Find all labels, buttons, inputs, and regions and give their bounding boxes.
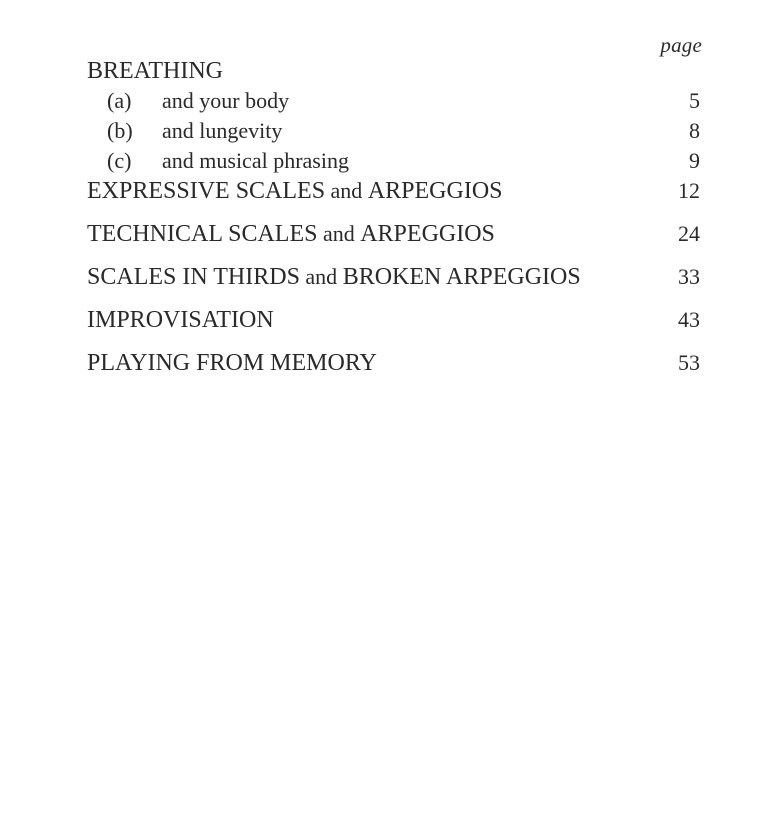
entry-page-number: 24: [678, 221, 700, 246]
entry-page-number: 53: [678, 350, 700, 375]
toc-subentry: [87, 86, 700, 116]
entry-page-number: 12: [678, 178, 700, 203]
entry-title-caps: PLAYING FROM MEMORY: [87, 350, 377, 376]
toc-entry-expressive-scales: [87, 176, 700, 219]
entry-page-number: 33: [678, 264, 700, 289]
subentry-page-number: 9: [689, 148, 700, 173]
entry-title-caps: ARPEGGIOS: [367, 178, 503, 204]
toc-entry-technical-scales: [87, 219, 700, 262]
subentry-letter: (b): [107, 118, 133, 143]
entry-title-connector: and: [317, 221, 361, 246]
table-of-contents: [87, 56, 700, 391]
subentry-title: and musical phrasing: [162, 148, 349, 173]
entry-title-caps: EXPRESSIVE SCALES: [87, 178, 326, 204]
page-column-label: page: [660, 33, 702, 57]
entry-title-connector: and: [299, 264, 343, 289]
toc-entry-improvisation: [87, 305, 700, 348]
subentry-page-number: 8: [689, 118, 700, 143]
toc-entry-scales-in-thirds: [87, 262, 700, 305]
section-heading-breathing: BREATHING: [87, 58, 223, 84]
entry-title-caps: SCALES IN THIRDS: [87, 264, 300, 290]
subentry-title: and your body: [162, 88, 290, 113]
entry-title-caps: TECHNICAL SCALES: [87, 221, 318, 247]
entry-title-connector: and: [325, 178, 368, 203]
entry-title-caps: IMPROVISATION: [87, 307, 274, 333]
toc-subentry: [87, 146, 700, 176]
toc-entry-playing-from-memory: [87, 348, 700, 391]
subentry-letter: (c): [107, 148, 132, 173]
subentry-page-number: 5: [689, 88, 700, 113]
subentry-title: and lungevity: [162, 118, 283, 143]
toc-subentry: [87, 116, 700, 146]
entry-page-number: 43: [678, 307, 700, 332]
entry-title-caps: ARPEGGIOS: [360, 221, 495, 247]
subentry-letter: (a): [107, 88, 132, 113]
entry-title-caps: BROKEN ARPEGGIOS: [342, 264, 581, 290]
